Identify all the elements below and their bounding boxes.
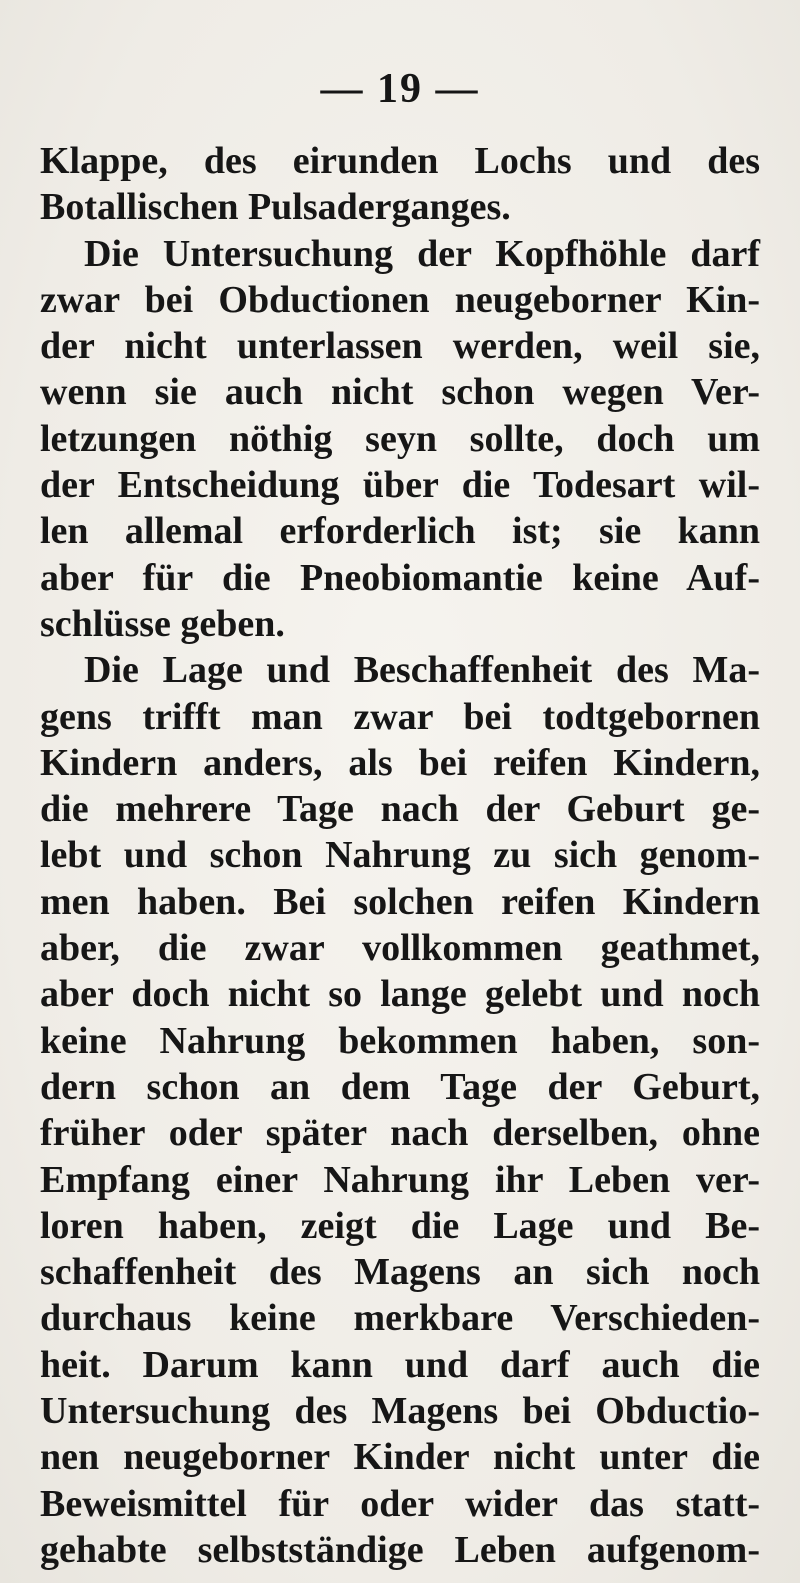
text-line: früher oder später nach derselben, ohne	[40, 1112, 760, 1155]
text-line: len allemal erforderlich ist; sie kann	[40, 510, 760, 553]
text-line: Die Lage und Beschaffenheit des Ma-	[84, 649, 760, 692]
text-line: gehabte selbstständige Leben aufgenom-	[40, 1528, 760, 1571]
text-line: Die Untersuchung der Kopfhöhle darf	[84, 232, 760, 275]
text-line: Beweismittel für oder wider das statt-	[40, 1482, 760, 1525]
text-line: wenn sie auch nicht schon wegen Ver-	[40, 371, 760, 414]
text-line: dern schon an dem Tage der Geburt,	[40, 1065, 760, 1108]
text-line: aber für die Pneobiomantie keine Auf-	[40, 556, 760, 599]
text-line: zwar bei Obductionen neugeborner Kin-	[40, 278, 760, 321]
text-line: heit. Darum kann und darf auch die	[40, 1343, 760, 1386]
body-text	[40, 138, 760, 1573]
text-line: der nicht unterlassen werden, weil sie,	[40, 325, 760, 368]
text-line: der Entscheidung über die Todesart wil-	[40, 464, 760, 507]
text-line: aber doch nicht so lange gelebt und noch	[40, 973, 760, 1016]
text-line: aber, die zwar vollkommen geathmet,	[40, 927, 760, 970]
text-line: loren haben, zeigt die Lage und Be-	[40, 1204, 760, 1247]
text-line: schaffenheit des Magens an sich noch	[40, 1251, 760, 1294]
text-line: die mehrere Tage nach der Geburt ge-	[40, 788, 760, 831]
text-line: schlüsse geben.	[40, 602, 285, 645]
text-line: lebt und schon Nahrung zu sich genom-	[40, 834, 760, 877]
text-line: Klappe, des eirunden Lochs und des	[40, 140, 760, 182]
text-line: keine Nahrung bekommen haben, son-	[40, 1019, 760, 1062]
text-line: gens trifft man zwar bei todtgebornen	[40, 695, 760, 738]
text-line: Kindern anders, als bei reifen Kindern,	[40, 741, 760, 784]
text-line: Empfang einer Nahrung ihr Leben ver-	[40, 1158, 760, 1201]
text-line: men haben. Bei solchen reifen Kindern	[40, 880, 760, 923]
text-line: durchaus keine merkbare Verschieden-	[40, 1297, 760, 1340]
page-number: — 19 —	[320, 66, 480, 112]
text-line: Untersuchung des Magens bei Obductio-	[40, 1390, 760, 1433]
text-line: nen neugeborner Kinder nicht unter die	[40, 1436, 760, 1479]
text-line: Botallischen Pulsaderganges.	[40, 186, 511, 229]
text-line: letzungen nöthig seyn sollte, doch um	[40, 417, 760, 460]
